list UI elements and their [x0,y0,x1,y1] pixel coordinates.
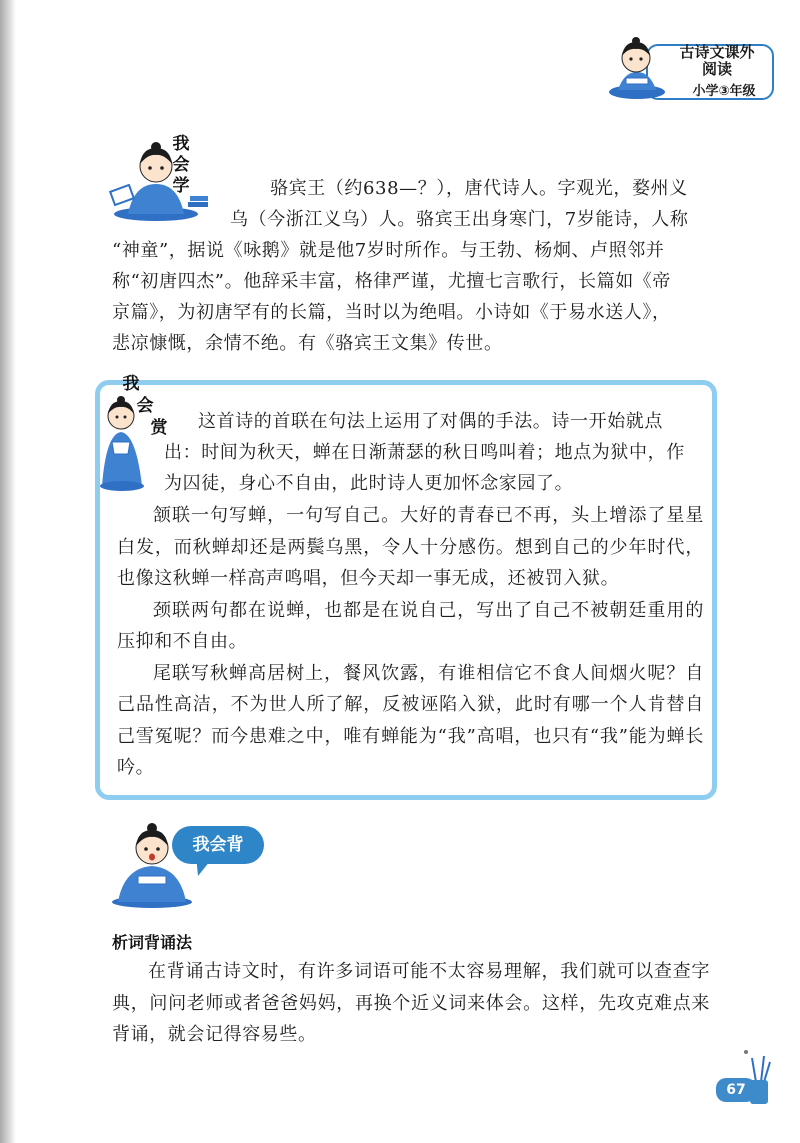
appreciate-paragraph-3: 尾联写秋蝉高居树上，餐风饮露，有谁相信它不食人间烟火呢？自己品性高洁，不为世人所了解，反被诬陷入狱，此时有哪一个人肯替自己雪冤呢？而今患难之中，唯有蝉能为“我”高唱，也只有“我”能为蝉长吟。 [117,662,704,778]
header-badge-subtitle: 小学③年级 [692,84,756,99]
appreciate-paragraph-2: 颈联两句都在说蝉，也都是在说自己，写出了自己不被朝廷重用的压抑和不自由。 [117,599,704,652]
header-reader-figure-icon [606,36,668,100]
appreciate-paragraphs [117,500,704,784]
recite-speech-bubble: 我会背 [172,826,264,864]
standing-scholar-figure-icon [92,394,150,492]
speech-bubble-tail-icon [194,856,220,878]
learn-line-1: 骆宾王（约638—？），唐代诗人。字观光，婺州义 [270,178,688,199]
appreciate-intro-line-3: 为囚徒，身心不自由，此时诗人更加怀念家园了。 [164,473,574,494]
learn-label-char-1: 我 [172,134,190,154]
appreciate-label-char-3: 赏 [150,418,168,438]
learn-line-2: 乌（今浙江义乌）人。骆宾王出身寒门，7岁能诗，人称 [230,209,689,230]
recite-subheading: 析词背诵法 [112,933,193,952]
appreciate-label-char-2: 会 [136,396,154,416]
recite-paragraph-text: 在背诵古诗文时，有许多词语可能不太容易理解，我们就可以查查字典，问问老师或者爸爸妈妈，再换个近义词来体会。这样，先攻克难点来背诵，就会记得容易些。 [112,961,710,1045]
page-spine-shadow [0,0,16,1143]
header-badge-title [664,44,770,78]
appreciate-intro-line-1: 这首诗的首联在句法上运用了对偶的手法。诗一开始就点 [198,411,663,432]
page-number: 67 [716,1078,756,1102]
reading-scholar-figure-icon [108,140,212,222]
learn-label-char-2: 会 [172,155,190,175]
appreciate-label-char-1: 我 [122,374,140,394]
badge-title-line-1: 古诗文课外 [679,43,755,61]
appreciate-intro-line-2: 出：时间为秋天，蝉在日渐萧瑟的秋日鸣叫着；地点为狱中，作 [164,442,685,463]
learn-line-3: “神童”，据说《咏鹅》就是他7岁时所作。与王勃、杨炯、卢照邻并 [112,240,665,261]
appreciate-paragraph-1: 颔联一句写蝉，一句写自己。大好的青春已不再，头上增添了星星白发，而秋蝉却还是两鬓乌黑，令人十分感伤。想到自己的少年时代，也像这秋蝉一样高声鸣唱，但今天却一事无成，还被罚入狱。 [117,505,704,589]
learn-line-5: 京篇》，为初唐罕有的长篇，当时以为绝唱。小诗如《于易水送人》， [112,302,671,323]
recite-paragraph [112,956,710,1051]
learn-label-char-3: 学 [172,176,190,196]
learn-label [170,134,192,197]
learn-line-4: 称“初唐四杰”。他辞采丰富，格律严谨，尤擅七言歌行，长篇如《帝 [112,271,672,292]
learn-line-6: 悲凉慷慨，余情不绝。有《骆宾王文集》传世。 [112,333,503,354]
badge-title-line-2: 阅读 [701,60,732,78]
